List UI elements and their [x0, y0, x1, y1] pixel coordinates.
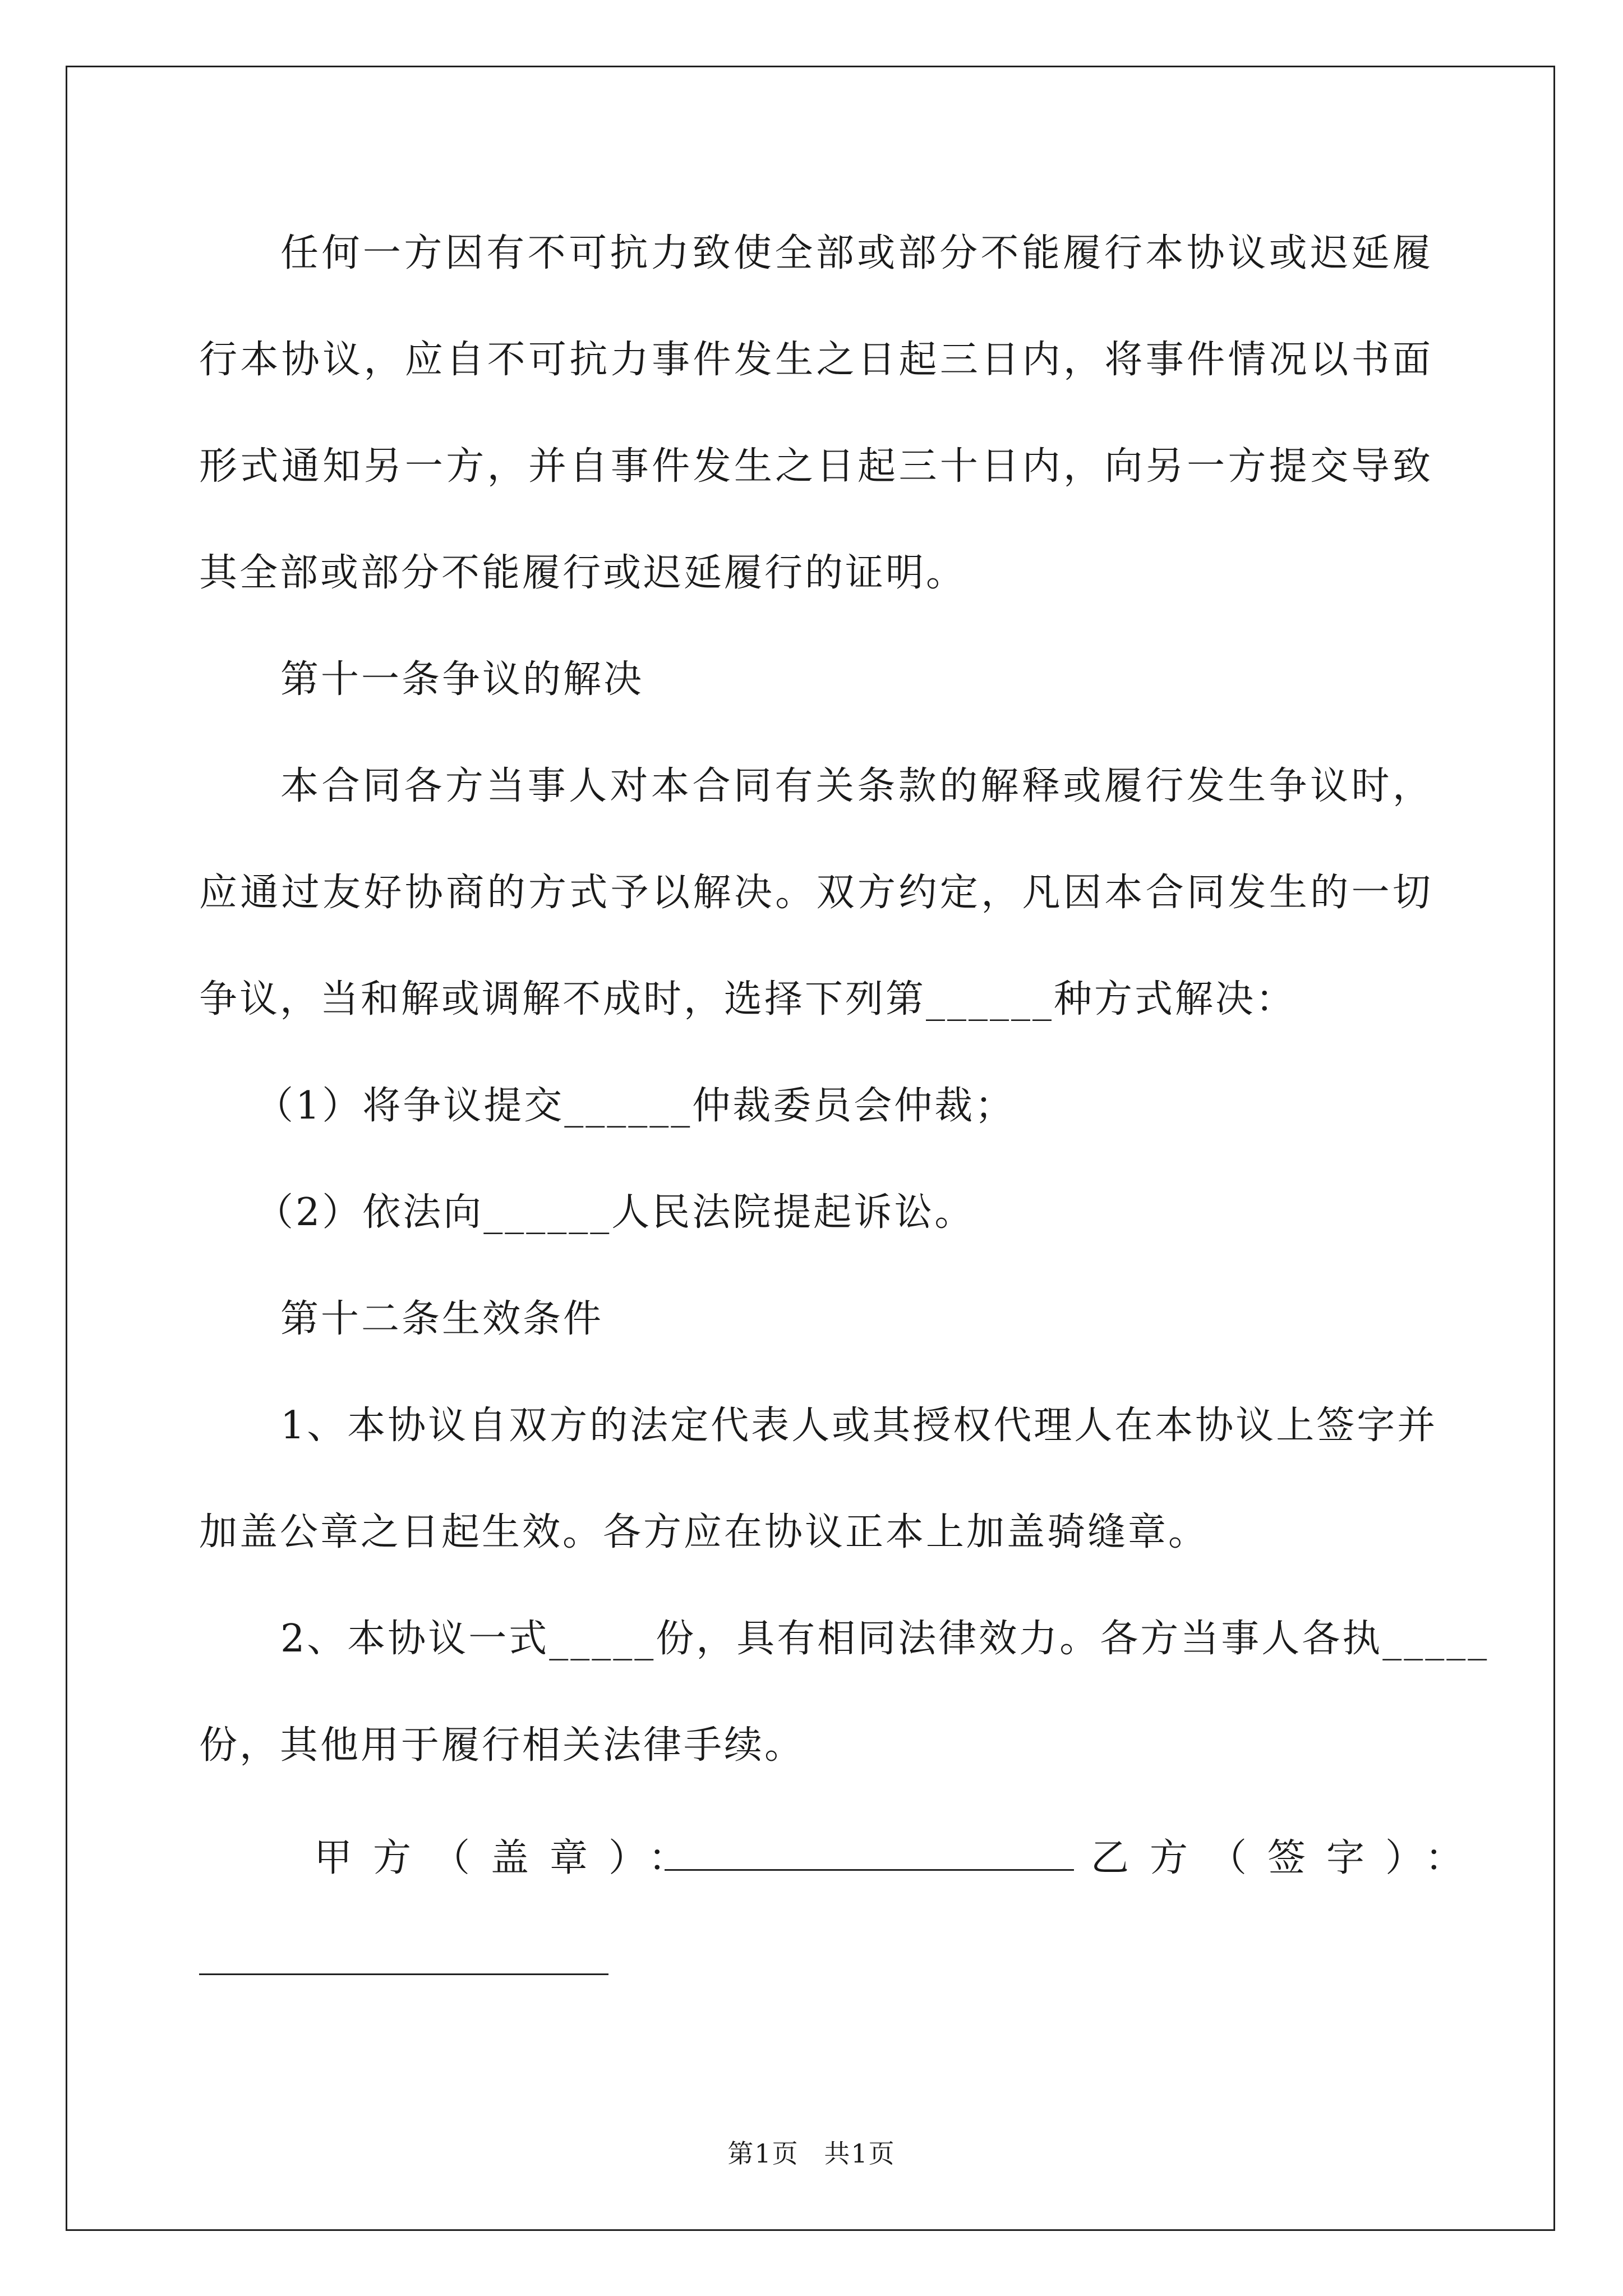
section-heading-11: 第十一条争议的解决 — [280, 657, 644, 702]
paragraph-line-11: 份，其他用于履行相关法律手续。 — [199, 1723, 805, 1768]
paragraph-line-7: 争议，当和解或调解不成时，选择下列第______种方式解决： — [199, 977, 1297, 1022]
paragraph-line-10: 2、本协议一式_____份，具有相同法律效力。各方当事人各执_____ — [280, 1617, 1490, 1661]
option-1: （1）将争议提交______仲裁委员会仲裁； — [255, 1084, 1016, 1128]
party-b-signature-line — [199, 1973, 608, 1975]
paragraph-line-6: 应通过友好协商的方式予以解决。双方约定，凡因本合同发生的一切 — [199, 871, 1433, 915]
paragraph-line-4: 其全部或部分不能履行或迟延履行的证明。 — [199, 551, 967, 595]
party-a-label: 甲方（盖章）： — [314, 1836, 708, 1880]
section-heading-12: 第十二条生效条件 — [280, 1297, 604, 1341]
paragraph-line-5: 本合同各方当事人对本合同有关条款的解释或履行发生争议时， — [280, 764, 1433, 808]
signature-row — [199, 1828, 1484, 1880]
paragraph-line-3: 形式通知另一方，并自事件发生之日起三十日内，向另一方提交导致 — [199, 444, 1433, 489]
paragraph-line-8: 1、本协议自双方的法定代表人或其授权代理人在本协议上签字并 — [280, 1404, 1438, 1448]
party-b-label: 乙方（签字）： — [1091, 1836, 1484, 1880]
paragraph-line-2: 行本协议，应自不可抗力事件发生之日起三日内，将事件情况以书面 — [199, 338, 1433, 382]
page-number: 第1页 — [727, 2138, 799, 2169]
page-total: 共1页 — [824, 2138, 896, 2169]
paragraph-line-1: 任何一方因有不可抗力致使全部或部分不能履行本协议或迟延履 — [280, 231, 1433, 275]
party-a-signature-line — [665, 1869, 1074, 1871]
page-footer — [0, 2133, 1623, 2170]
paragraph-line-9: 加盖公章之日起生效。各方应在协议正本上加盖骑缝章。 — [199, 1510, 1209, 1554]
page-border — [66, 66, 1555, 2231]
option-2: （2）依法向______人民法院提起诉讼。 — [255, 1190, 975, 1235]
